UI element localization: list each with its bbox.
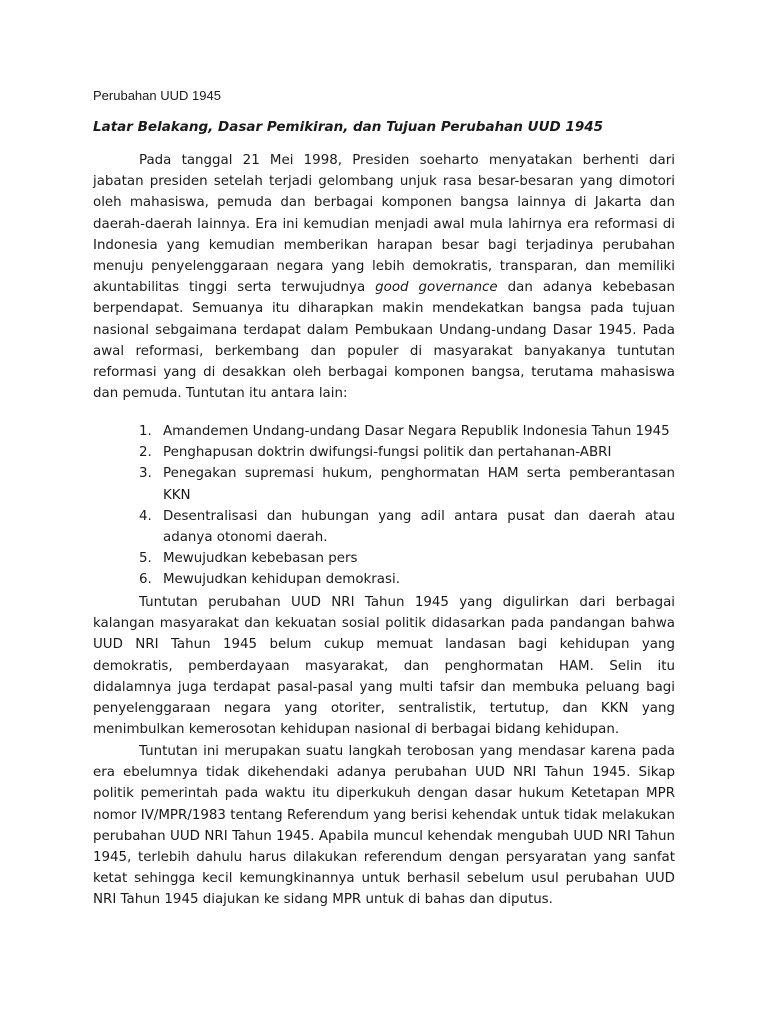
list-item-text: Mewujudkan kebebasan pers	[163, 551, 358, 567]
list-item-text: Desentralisasi dan hubungan yang adil antara pusat dan daerah atau adanya otonomi daerah.	[163, 508, 675, 546]
document-title: Perubahan UUD 1945	[93, 88, 221, 103]
list-item-text: Mewujudkan kehidupan demokrasi.	[163, 572, 400, 588]
list-item	[139, 442, 675, 463]
paragraph-1-text-b: dan adanya kebebasan berpendapat. Semuanya itu diharapkan makin mendekatkan bangsa pada tujuan nasional sebgaimana terdapat dalam Pembukaan Undang-undang Dasar 1945. Pada awal reformasi, berkembang dan populer di masyarakat banyakanya tuntutan reformasi yang di desakkan oleh berbagai komponen bangsa, terutama mahasiswa dan pemuda. Tuntutan itu antara lain:	[93, 280, 675, 402]
list-item-number: 1.	[139, 424, 152, 439]
paragraph-1-italic: good governance	[375, 280, 498, 296]
paragraph-1-text-a: Pada tanggal 21 Mei 1998, Presiden soeharto menyatakan berhenti dari jabatan presiden setelah terjadi gelombang unjuk rasa besar-besaran yang dimotori oleh mahasiswa, pemuda dan berbagai komponen bangsa lainnya di Jakarta dan daerah-daerah lainnya. Era ini kemudian menjadi awal mula lahirnya era reformasi di Indonesia yang kemudian memberikan harapan besar bagi terjadinya perubahan menuju penyelenggaraan negara yang lebih demokratis, transparan, dan memiliki akuntabilitas tinggi serta terwujudnya	[93, 153, 675, 296]
list-item-text: Penghapusan doktrin dwifungsi-fungsi politik dan pertahanan-ABRI	[163, 445, 612, 461]
list-item-number: 6.	[139, 572, 152, 588]
list-item-number: 2.	[139, 445, 152, 461]
list-item-number: 3.	[139, 466, 152, 482]
list-item	[139, 421, 675, 442]
demands-list	[139, 421, 675, 591]
list-item-number: 4.	[139, 508, 152, 524]
section-heading: Latar Belakang, Dasar Pemikiran, dan Tujuan Perubahan UUD 1945	[93, 119, 604, 135]
list-item	[139, 569, 675, 590]
list-item	[139, 548, 675, 569]
list-item	[139, 506, 675, 548]
list-item	[139, 463, 675, 505]
paragraph-2: Tuntutan perubahan UUD NRI Tahun 1945 yang digulirkan dari berbagai kalangan masyarakat dan kekuatan sosial politik didasarkan pada pandangan bahwa UUD NRI Tahun 1945 belum cukup memuat landasan bagi kehidupan yang demokratis, pemberdayaan masyarakat, dan penghormatan HAM. Selin itu didalamnya juga terdapat pasal-pasal yang multi tafsir dan membuka peluang bagi penyelenggaraan negara yang otoriter, sentralistik, tertutup, dan KKN yang menimbulkan kemerosotan kehidupan nasional di berbagai bidang kehidupan.	[93, 595, 675, 738]
list-item-text: Penegakan supremasi hukum, penghormatan HAM serta pemberantasan KKN	[163, 466, 675, 503]
list-item-text: Amandemen Undang-undang Dasar Negara Republik Indonesia Tahun 1945	[163, 424, 670, 439]
paragraph-3: Tuntutan ini merupakan suatu langkah terobosan yang mendasar karena pada era ebelumnya tidak dikehendaki adanya perubahan UUD NRI Tahun 1945. Sikap politik pemerintah pada waktu itu diperkukuh dengan dasar hukum Ketetapan MPR nomor IV/MPR/1983 tentang Referendum yang berisi kehendak untuk tidak melakukan perubahan UUD NRI Tahun 1945. Apabila muncul kehendak mengubah UUD NRI Tahun 1945, terlebih dahulu harus dilakukan referendum dengan persyaratan yang sanfat ketat sehingga kecil kemungkinannya untuk berhasil sebelum usul perubahan UUD NRI Tahun 1945 diajukan ke sidang MPR untuk di bahas dan diputus.	[93, 744, 675, 908]
list-item-number: 5.	[139, 551, 152, 567]
paragraph-1	[93, 150, 675, 404]
